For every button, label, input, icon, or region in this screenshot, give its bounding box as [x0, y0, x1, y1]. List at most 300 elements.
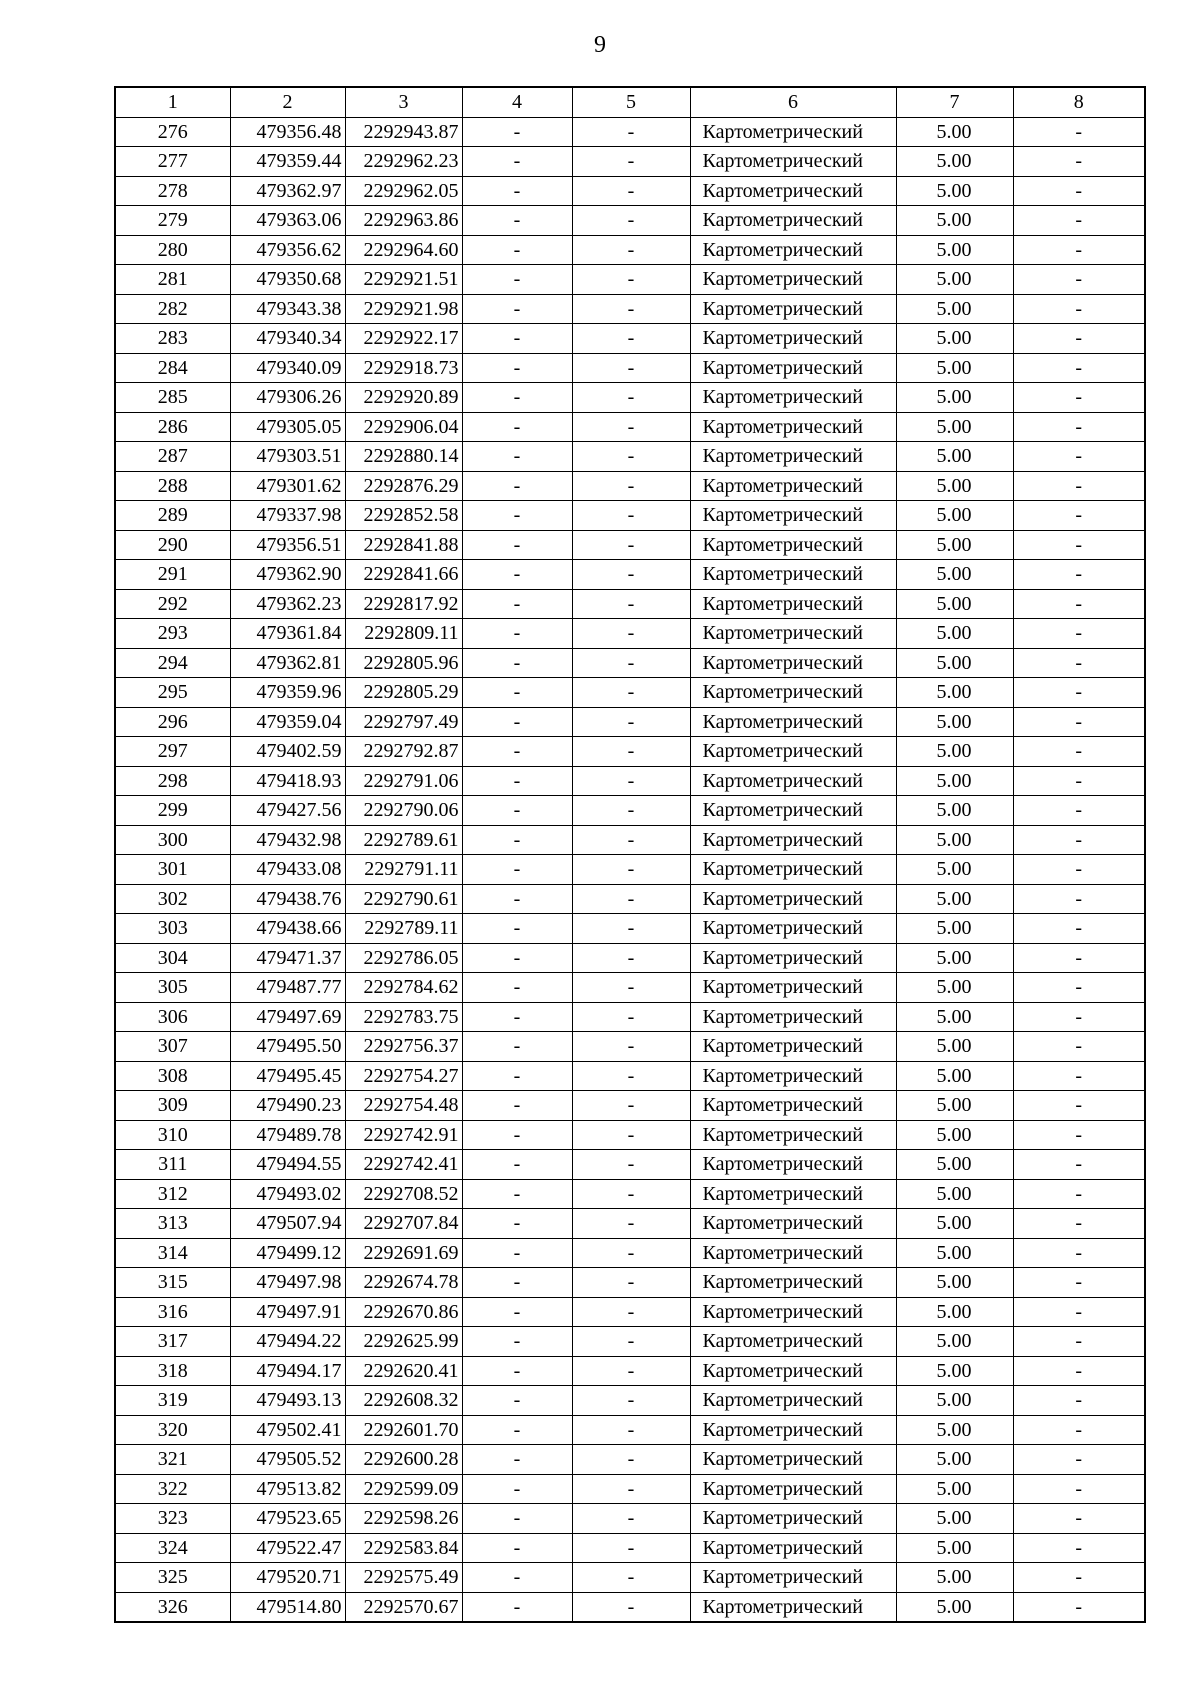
accuracy-cell: 5.00	[896, 1238, 1013, 1268]
y-coordinate-cell: 2292918.73	[345, 353, 462, 383]
x-coordinate-cell: 479356.51	[230, 530, 345, 560]
x-coordinate-cell: 479507.94	[230, 1209, 345, 1239]
point-number-cell: 288	[115, 471, 230, 501]
method-cell: Картометрический	[690, 884, 896, 914]
method-cell: Картометрический	[690, 914, 896, 944]
column-8-cell: -	[1013, 294, 1145, 324]
column-4-cell: -	[462, 1533, 572, 1563]
column-8-cell: -	[1013, 1268, 1145, 1298]
y-coordinate-cell: 2292817.92	[345, 589, 462, 619]
method-cell: Картометрический	[690, 943, 896, 973]
x-coordinate-cell: 479363.06	[230, 206, 345, 236]
column-4-cell: -	[462, 412, 572, 442]
table-row	[115, 294, 1145, 324]
point-number-cell: 314	[115, 1238, 230, 1268]
column-header: 7	[896, 87, 1013, 117]
method-cell: Картометрический	[690, 855, 896, 885]
column-8-cell: -	[1013, 1533, 1145, 1563]
x-coordinate-cell: 479493.02	[230, 1179, 345, 1209]
point-number-cell: 313	[115, 1209, 230, 1239]
point-number-cell: 319	[115, 1386, 230, 1416]
x-coordinate-cell: 479438.76	[230, 884, 345, 914]
method-cell: Картометрический	[690, 294, 896, 324]
x-coordinate-cell: 479514.80	[230, 1592, 345, 1622]
point-number-cell: 304	[115, 943, 230, 973]
y-coordinate-cell: 2292809.11	[345, 619, 462, 649]
column-4-cell: -	[462, 560, 572, 590]
accuracy-cell: 5.00	[896, 471, 1013, 501]
column-4-cell: -	[462, 1032, 572, 1062]
x-coordinate-cell: 479494.17	[230, 1356, 345, 1386]
x-coordinate-cell: 479487.77	[230, 973, 345, 1003]
accuracy-cell: 5.00	[896, 560, 1013, 590]
point-number-cell: 300	[115, 825, 230, 855]
column-4-cell: -	[462, 1415, 572, 1445]
table-row	[115, 1209, 1145, 1239]
y-coordinate-cell: 2292841.66	[345, 560, 462, 590]
point-number-cell: 276	[115, 117, 230, 147]
column-header: 2	[230, 87, 345, 117]
x-coordinate-cell: 479301.62	[230, 471, 345, 501]
x-coordinate-cell: 479305.05	[230, 412, 345, 442]
table-row	[115, 1474, 1145, 1504]
column-8-cell: -	[1013, 560, 1145, 590]
y-coordinate-cell: 2292691.69	[345, 1238, 462, 1268]
y-coordinate-cell: 2292742.91	[345, 1120, 462, 1150]
table-header-row	[115, 87, 1145, 117]
column-5-cell: -	[572, 1120, 690, 1150]
method-cell: Картометрический	[690, 1327, 896, 1357]
column-5-cell: -	[572, 1238, 690, 1268]
column-4-cell: -	[462, 1150, 572, 1180]
column-header: 8	[1013, 87, 1145, 117]
table-row	[115, 117, 1145, 147]
column-5-cell: -	[572, 678, 690, 708]
column-8-cell: -	[1013, 914, 1145, 944]
y-coordinate-cell: 2292797.49	[345, 707, 462, 737]
x-coordinate-cell: 479418.93	[230, 766, 345, 796]
x-coordinate-cell: 479402.59	[230, 737, 345, 767]
page-number: 9	[594, 32, 606, 58]
column-8-cell: -	[1013, 471, 1145, 501]
column-5-cell: -	[572, 855, 690, 885]
x-coordinate-cell: 479497.69	[230, 1002, 345, 1032]
point-number-cell: 303	[115, 914, 230, 944]
column-4-cell: -	[462, 1445, 572, 1475]
column-8-cell: -	[1013, 678, 1145, 708]
point-number-cell: 302	[115, 884, 230, 914]
y-coordinate-cell: 2292805.29	[345, 678, 462, 708]
table-row	[115, 1386, 1145, 1416]
column-5-cell: -	[572, 1032, 690, 1062]
column-4-cell: -	[462, 324, 572, 354]
x-coordinate-cell: 479438.66	[230, 914, 345, 944]
column-8-cell: -	[1013, 943, 1145, 973]
column-4-cell: -	[462, 1120, 572, 1150]
y-coordinate-cell: 2292601.70	[345, 1415, 462, 1445]
point-number-cell: 291	[115, 560, 230, 590]
table-row	[115, 796, 1145, 826]
y-coordinate-cell: 2292575.49	[345, 1563, 462, 1593]
point-number-cell: 322	[115, 1474, 230, 1504]
column-5-cell: -	[572, 560, 690, 590]
x-coordinate-cell: 479493.13	[230, 1386, 345, 1416]
accuracy-cell: 5.00	[896, 206, 1013, 236]
column-5-cell: -	[572, 442, 690, 472]
y-coordinate-cell: 2292921.98	[345, 294, 462, 324]
column-5-cell: -	[572, 1415, 690, 1445]
column-4-cell: -	[462, 1592, 572, 1622]
column-8-cell: -	[1013, 973, 1145, 1003]
table-row	[115, 825, 1145, 855]
table-row	[115, 855, 1145, 885]
table-row	[115, 1238, 1145, 1268]
column-5-cell: -	[572, 412, 690, 442]
column-4-cell: -	[462, 1356, 572, 1386]
column-5-cell: -	[572, 1061, 690, 1091]
table-row	[115, 383, 1145, 413]
accuracy-cell: 5.00	[896, 619, 1013, 649]
point-number-cell: 312	[115, 1179, 230, 1209]
column-5-cell: -	[572, 796, 690, 826]
x-coordinate-cell: 479356.62	[230, 235, 345, 265]
column-4-cell: -	[462, 471, 572, 501]
method-cell: Картометрический	[690, 176, 896, 206]
y-coordinate-cell: 2292962.05	[345, 176, 462, 206]
column-8-cell: -	[1013, 176, 1145, 206]
method-cell: Картометрический	[690, 383, 896, 413]
column-header: 4	[462, 87, 572, 117]
point-number-cell: 298	[115, 766, 230, 796]
column-8-cell: -	[1013, 589, 1145, 619]
x-coordinate-cell: 479522.47	[230, 1533, 345, 1563]
accuracy-cell: 5.00	[896, 176, 1013, 206]
column-5-cell: -	[572, 1474, 690, 1504]
accuracy-cell: 5.00	[896, 1445, 1013, 1475]
method-cell: Картометрический	[690, 973, 896, 1003]
x-coordinate-cell: 479362.81	[230, 648, 345, 678]
x-coordinate-cell: 479361.84	[230, 619, 345, 649]
table-row	[115, 324, 1145, 354]
accuracy-cell: 5.00	[896, 1297, 1013, 1327]
column-header: 3	[345, 87, 462, 117]
accuracy-cell: 5.00	[896, 1120, 1013, 1150]
table-row	[115, 1002, 1145, 1032]
table-row	[115, 678, 1145, 708]
accuracy-cell: 5.00	[896, 501, 1013, 531]
column-4-cell: -	[462, 766, 572, 796]
method-cell: Картометрический	[690, 1032, 896, 1062]
y-coordinate-cell: 2292790.06	[345, 796, 462, 826]
column-5-cell: -	[572, 265, 690, 295]
table-row	[115, 884, 1145, 914]
column-4-cell: -	[462, 1563, 572, 1593]
method-cell: Картометрический	[690, 1061, 896, 1091]
table-row	[115, 1356, 1145, 1386]
method-cell: Картометрический	[690, 766, 896, 796]
column-5-cell: -	[572, 176, 690, 206]
accuracy-cell: 5.00	[896, 1268, 1013, 1298]
y-coordinate-cell: 2292790.61	[345, 884, 462, 914]
column-5-cell: -	[572, 589, 690, 619]
point-number-cell: 307	[115, 1032, 230, 1062]
accuracy-cell: 5.00	[896, 117, 1013, 147]
table-row	[115, 412, 1145, 442]
column-8-cell: -	[1013, 1091, 1145, 1121]
column-4-cell: -	[462, 1002, 572, 1032]
accuracy-cell: 5.00	[896, 589, 1013, 619]
accuracy-cell: 5.00	[896, 943, 1013, 973]
point-number-cell: 290	[115, 530, 230, 560]
column-8-cell: -	[1013, 1327, 1145, 1357]
column-4-cell: -	[462, 1386, 572, 1416]
column-5-cell: -	[572, 1563, 690, 1593]
column-8-cell: -	[1013, 1563, 1145, 1593]
method-cell: Картометрический	[690, 412, 896, 442]
y-coordinate-cell: 2292674.78	[345, 1268, 462, 1298]
column-5-cell: -	[572, 737, 690, 767]
table-row	[115, 648, 1145, 678]
column-header: 1	[115, 87, 230, 117]
column-4-cell: -	[462, 914, 572, 944]
accuracy-cell: 5.00	[896, 914, 1013, 944]
column-8-cell: -	[1013, 235, 1145, 265]
x-coordinate-cell: 479495.45	[230, 1061, 345, 1091]
table-row	[115, 619, 1145, 649]
accuracy-cell: 5.00	[896, 884, 1013, 914]
table-row	[115, 707, 1145, 737]
point-number-cell: 315	[115, 1268, 230, 1298]
method-cell: Картометрический	[690, 648, 896, 678]
point-number-cell: 318	[115, 1356, 230, 1386]
table-row	[115, 235, 1145, 265]
accuracy-cell: 5.00	[896, 353, 1013, 383]
table-row	[115, 206, 1145, 236]
x-coordinate-cell: 479499.12	[230, 1238, 345, 1268]
method-cell: Картометрический	[690, 1150, 896, 1180]
x-coordinate-cell: 479494.55	[230, 1150, 345, 1180]
x-coordinate-cell: 479494.22	[230, 1327, 345, 1357]
x-coordinate-cell: 479362.23	[230, 589, 345, 619]
accuracy-cell: 5.00	[896, 147, 1013, 177]
column-5-cell: -	[572, 1356, 690, 1386]
y-coordinate-cell: 2292620.41	[345, 1356, 462, 1386]
point-number-cell: 301	[115, 855, 230, 885]
column-8-cell: -	[1013, 1386, 1145, 1416]
method-cell: Картометрический	[690, 560, 896, 590]
y-coordinate-cell: 2292791.06	[345, 766, 462, 796]
point-number-cell: 306	[115, 1002, 230, 1032]
point-number-cell: 317	[115, 1327, 230, 1357]
table-row	[115, 1533, 1145, 1563]
method-cell: Картометрический	[690, 737, 896, 767]
accuracy-cell: 5.00	[896, 678, 1013, 708]
accuracy-cell: 5.00	[896, 1356, 1013, 1386]
point-number-cell: 280	[115, 235, 230, 265]
table-row	[115, 766, 1145, 796]
column-5-cell: -	[572, 1445, 690, 1475]
table-row	[115, 1504, 1145, 1534]
y-coordinate-cell: 2292791.11	[345, 855, 462, 885]
y-coordinate-cell: 2292742.41	[345, 1150, 462, 1180]
accuracy-cell: 5.00	[896, 1533, 1013, 1563]
column-4-cell: -	[462, 147, 572, 177]
table-row	[115, 147, 1145, 177]
column-5-cell: -	[572, 1091, 690, 1121]
point-number-cell: 284	[115, 353, 230, 383]
column-4-cell: -	[462, 383, 572, 413]
column-4-cell: -	[462, 796, 572, 826]
accuracy-cell: 5.00	[896, 1327, 1013, 1357]
table-row	[115, 914, 1145, 944]
column-4-cell: -	[462, 1474, 572, 1504]
method-cell: Картометрический	[690, 1297, 896, 1327]
table-row	[115, 1268, 1145, 1298]
table-row	[115, 1297, 1145, 1327]
method-cell: Картометрический	[690, 471, 896, 501]
table-row	[115, 973, 1145, 1003]
y-coordinate-cell: 2292964.60	[345, 235, 462, 265]
column-5-cell: -	[572, 1179, 690, 1209]
column-5-cell: -	[572, 766, 690, 796]
column-5-cell: -	[572, 825, 690, 855]
table-row	[115, 1061, 1145, 1091]
point-number-cell: 310	[115, 1120, 230, 1150]
column-8-cell: -	[1013, 1504, 1145, 1534]
accuracy-cell: 5.00	[896, 1415, 1013, 1445]
column-8-cell: -	[1013, 1209, 1145, 1239]
accuracy-cell: 5.00	[896, 648, 1013, 678]
table-row	[115, 353, 1145, 383]
column-5-cell: -	[572, 353, 690, 383]
column-8-cell: -	[1013, 412, 1145, 442]
table-row	[115, 1592, 1145, 1622]
column-4-cell: -	[462, 442, 572, 472]
point-number-cell: 294	[115, 648, 230, 678]
table-row	[115, 1563, 1145, 1593]
y-coordinate-cell: 2292852.58	[345, 501, 462, 531]
method-cell: Картометрический	[690, 530, 896, 560]
column-8-cell: -	[1013, 1297, 1145, 1327]
y-coordinate-cell: 2292598.26	[345, 1504, 462, 1534]
column-8-cell: -	[1013, 1002, 1145, 1032]
x-coordinate-cell: 479337.98	[230, 501, 345, 531]
column-8-cell: -	[1013, 530, 1145, 560]
method-cell: Картометрический	[690, 1474, 896, 1504]
table-row	[115, 265, 1145, 295]
column-8-cell: -	[1013, 1238, 1145, 1268]
point-number-cell: 323	[115, 1504, 230, 1534]
accuracy-cell: 5.00	[896, 796, 1013, 826]
x-coordinate-cell: 479362.90	[230, 560, 345, 590]
column-4-cell: -	[462, 294, 572, 324]
x-coordinate-cell: 479497.91	[230, 1297, 345, 1327]
x-coordinate-cell: 479432.98	[230, 825, 345, 855]
table-row	[115, 1415, 1145, 1445]
column-5-cell: -	[572, 1002, 690, 1032]
column-8-cell: -	[1013, 383, 1145, 413]
point-number-cell: 282	[115, 294, 230, 324]
column-8-cell: -	[1013, 353, 1145, 383]
column-5-cell: -	[572, 1592, 690, 1622]
y-coordinate-cell: 2292754.48	[345, 1091, 462, 1121]
column-8-cell: -	[1013, 884, 1145, 914]
column-8-cell: -	[1013, 265, 1145, 295]
method-cell: Картометрический	[690, 589, 896, 619]
column-5-cell: -	[572, 147, 690, 177]
column-4-cell: -	[462, 707, 572, 737]
x-coordinate-cell: 479523.65	[230, 1504, 345, 1534]
accuracy-cell: 5.00	[896, 855, 1013, 885]
method-cell: Картометрический	[690, 619, 896, 649]
y-coordinate-cell: 2292786.05	[345, 943, 462, 973]
column-5-cell: -	[572, 235, 690, 265]
point-number-cell: 278	[115, 176, 230, 206]
column-8-cell: -	[1013, 1179, 1145, 1209]
column-5-cell: -	[572, 501, 690, 531]
method-cell: Картометрический	[690, 1091, 896, 1121]
accuracy-cell: 5.00	[896, 1179, 1013, 1209]
y-coordinate-cell: 2292792.87	[345, 737, 462, 767]
column-4-cell: -	[462, 1091, 572, 1121]
table-row	[115, 442, 1145, 472]
method-cell: Картометрический	[690, 678, 896, 708]
table-row	[115, 1150, 1145, 1180]
point-number-cell: 286	[115, 412, 230, 442]
x-coordinate-cell: 479502.41	[230, 1415, 345, 1445]
column-5-cell: -	[572, 206, 690, 236]
accuracy-cell: 5.00	[896, 235, 1013, 265]
column-5-cell: -	[572, 973, 690, 1003]
method-cell: Картометрический	[690, 1179, 896, 1209]
x-coordinate-cell: 479427.56	[230, 796, 345, 826]
table-row	[115, 589, 1145, 619]
column-5-cell: -	[572, 648, 690, 678]
y-coordinate-cell: 2292708.52	[345, 1179, 462, 1209]
column-8-cell: -	[1013, 619, 1145, 649]
column-4-cell: -	[462, 265, 572, 295]
column-8-cell: -	[1013, 707, 1145, 737]
column-4-cell: -	[462, 206, 572, 236]
y-coordinate-cell: 2292608.32	[345, 1386, 462, 1416]
y-coordinate-cell: 2292783.75	[345, 1002, 462, 1032]
point-number-cell: 296	[115, 707, 230, 737]
column-4-cell: -	[462, 648, 572, 678]
point-number-cell: 311	[115, 1150, 230, 1180]
method-cell: Картометрический	[690, 1268, 896, 1298]
column-5-cell: -	[572, 1297, 690, 1327]
column-5-cell: -	[572, 1150, 690, 1180]
accuracy-cell: 5.00	[896, 766, 1013, 796]
method-cell: Картометрический	[690, 235, 896, 265]
accuracy-cell: 5.00	[896, 1002, 1013, 1032]
column-8-cell: -	[1013, 766, 1145, 796]
column-4-cell: -	[462, 678, 572, 708]
y-coordinate-cell: 2292625.99	[345, 1327, 462, 1357]
y-coordinate-cell: 2292789.11	[345, 914, 462, 944]
y-coordinate-cell: 2292921.51	[345, 265, 462, 295]
column-4-cell: -	[462, 235, 572, 265]
column-5-cell: -	[572, 619, 690, 649]
table-row	[115, 737, 1145, 767]
method-cell: Картометрический	[690, 1563, 896, 1593]
column-5-cell: -	[572, 530, 690, 560]
method-cell: Картометрический	[690, 353, 896, 383]
method-cell: Картометрический	[690, 796, 896, 826]
method-cell: Картометрический	[690, 265, 896, 295]
column-5-cell: -	[572, 324, 690, 354]
point-number-cell: 326	[115, 1592, 230, 1622]
